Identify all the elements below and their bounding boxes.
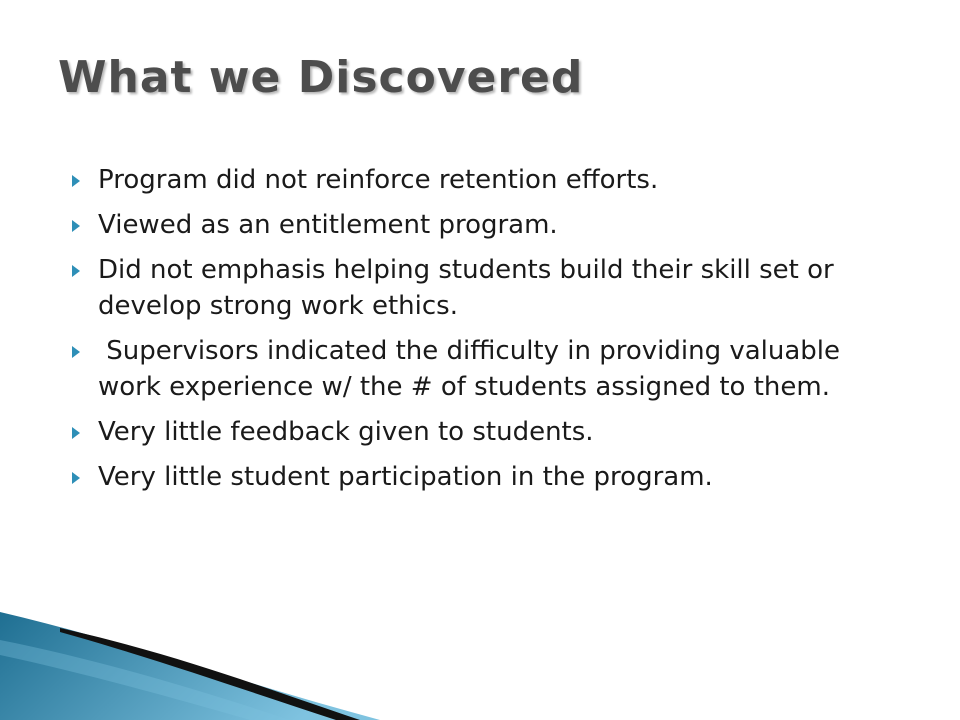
bullet-text: Viewed as an entitlement program. — [98, 210, 558, 240]
bullet-text: Very little feedback given to students. — [98, 417, 594, 447]
bullet-text: Program did not reinforce retention efforts. — [98, 165, 659, 195]
bullet-text: Very little student participation in the program. — [98, 462, 713, 492]
bullet-text: Supervisors indicated the difficulty in providing valuable work experience w/ the # of students assigned to them. — [98, 336, 849, 402]
slide-title: What we Discovered — [58, 52, 584, 103]
bullet-text: Did not emphasis helping students build their skill set or develop strong work ethics. — [98, 255, 834, 321]
